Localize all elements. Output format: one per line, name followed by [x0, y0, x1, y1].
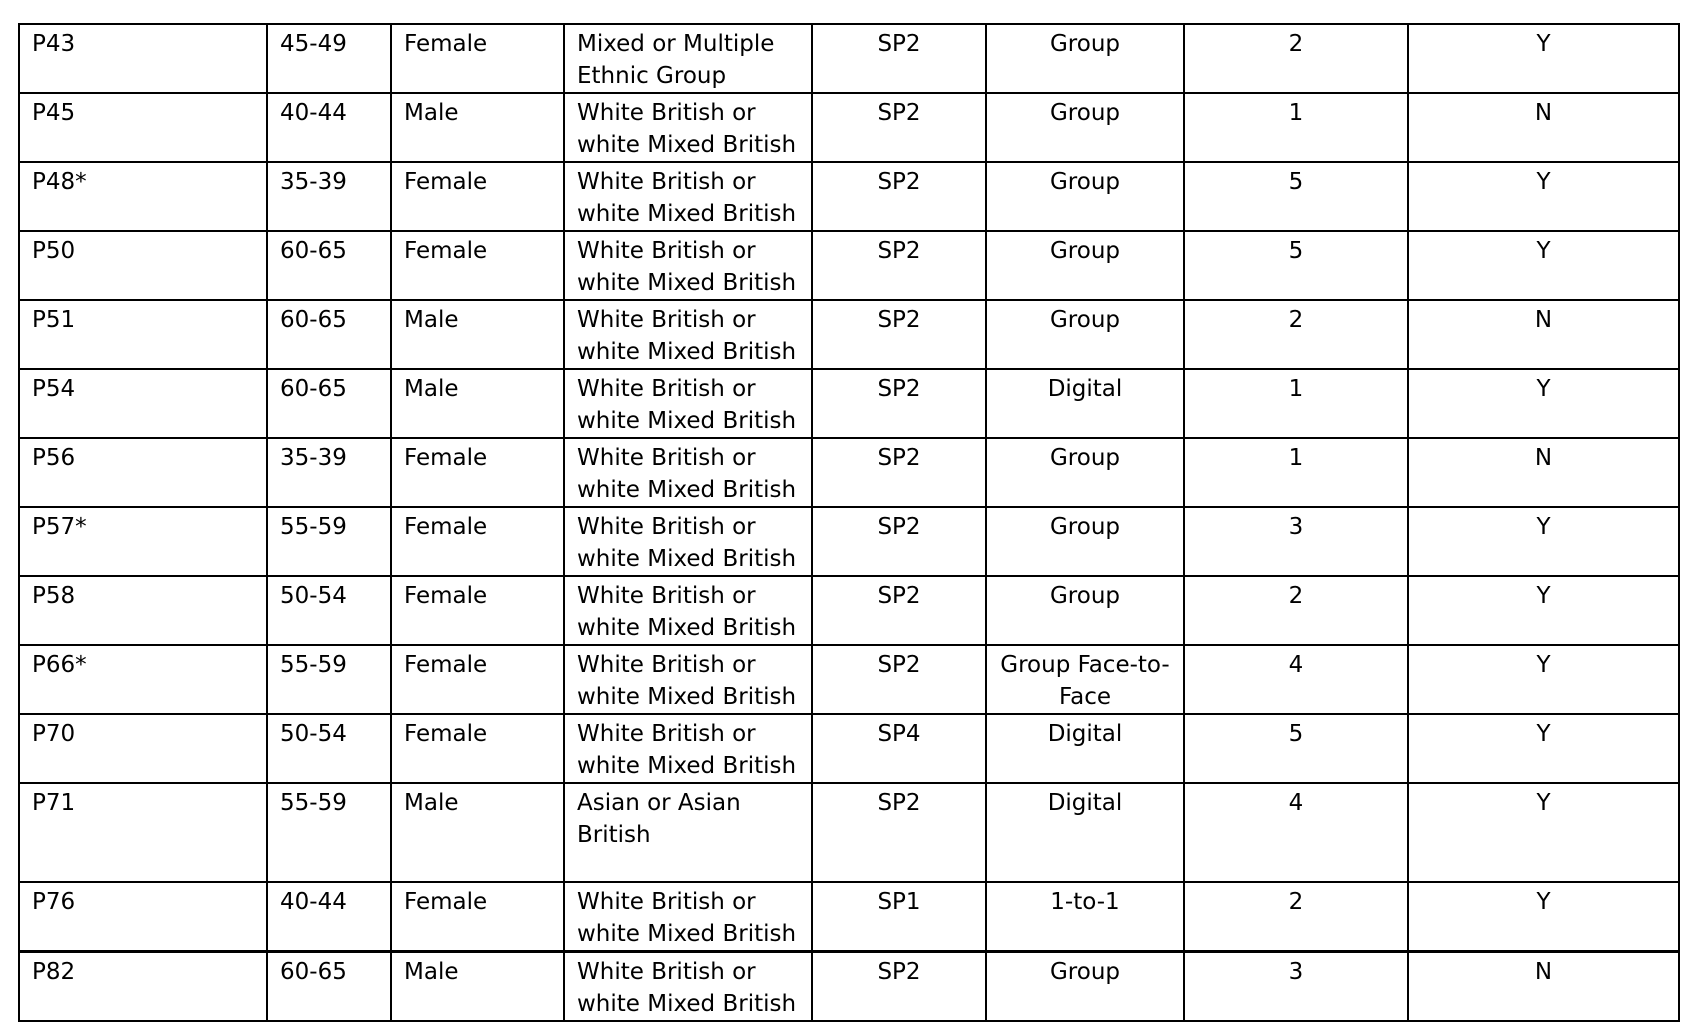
participant-id: P51 — [19, 300, 267, 369]
table-row — [19, 162, 1679, 231]
participant-id: P48* — [19, 162, 267, 231]
yes-no-value: Y — [1408, 162, 1679, 231]
gender: Female — [391, 576, 564, 645]
delivery-mode: Group — [986, 162, 1184, 231]
count-value: 2 — [1184, 24, 1408, 93]
yes-no-value: N — [1408, 93, 1679, 162]
delivery-mode: Group — [986, 576, 1184, 645]
table-row — [19, 24, 1679, 93]
sp-code: SP2 — [812, 438, 986, 507]
sp-code: SP2 — [812, 783, 986, 882]
participant-id: P76 — [19, 882, 267, 952]
participant-id: P70 — [19, 714, 267, 783]
gender: Male — [391, 952, 564, 1022]
participant-id: P71 — [19, 783, 267, 882]
participant-id: P50 — [19, 231, 267, 300]
ethnicity: White British or white Mixed British — [564, 714, 812, 783]
age-range: 40-44 — [267, 93, 391, 162]
sp-code: SP2 — [812, 507, 986, 576]
yes-no-value: Y — [1408, 24, 1679, 93]
gender: Male — [391, 369, 564, 438]
table-row — [19, 231, 1679, 300]
count-value: 3 — [1184, 507, 1408, 576]
gender: Female — [391, 507, 564, 576]
sp-code: SP2 — [812, 162, 986, 231]
participant-id: P57* — [19, 507, 267, 576]
age-range: 55-59 — [267, 507, 391, 576]
gender: Male — [391, 93, 564, 162]
ethnicity: White British or white Mixed British — [564, 507, 812, 576]
yes-no-value: Y — [1408, 714, 1679, 783]
ethnicity: White British or white Mixed British — [564, 93, 812, 162]
participant-id: P58 — [19, 576, 267, 645]
age-range: 50-54 — [267, 714, 391, 783]
yes-no-value: Y — [1408, 882, 1679, 952]
sp-code: SP1 — [812, 882, 986, 952]
participant-id: P54 — [19, 369, 267, 438]
count-value: 2 — [1184, 300, 1408, 369]
age-range: 60-65 — [267, 952, 391, 1022]
age-range: 50-54 — [267, 576, 391, 645]
count-value: 4 — [1184, 783, 1408, 882]
ethnicity: White British or white Mixed British — [564, 231, 812, 300]
sp-code: SP4 — [812, 714, 986, 783]
delivery-mode: Digital — [986, 783, 1184, 882]
yes-no-value: Y — [1408, 783, 1679, 882]
participant-id: P45 — [19, 93, 267, 162]
gender: Female — [391, 882, 564, 952]
count-value: 5 — [1184, 162, 1408, 231]
count-value: 1 — [1184, 438, 1408, 507]
sp-code: SP2 — [812, 576, 986, 645]
ethnicity: White British or white Mixed British — [564, 952, 812, 1022]
gender: Female — [391, 231, 564, 300]
delivery-mode: Group — [986, 93, 1184, 162]
ethnicity: Mixed or Multiple Ethnic Group — [564, 24, 812, 93]
table-row — [19, 952, 1679, 1022]
delivery-mode: Group — [986, 507, 1184, 576]
yes-no-value: Y — [1408, 369, 1679, 438]
ethnicity: White British or white Mixed British — [564, 576, 812, 645]
table-row — [19, 645, 1679, 714]
age-range: 35-39 — [267, 438, 391, 507]
count-value: 5 — [1184, 231, 1408, 300]
sp-code: SP2 — [812, 369, 986, 438]
delivery-mode: Group — [986, 231, 1184, 300]
delivery-mode: Group — [986, 952, 1184, 1022]
sp-code: SP2 — [812, 93, 986, 162]
table-row — [19, 576, 1679, 645]
sp-code: SP2 — [812, 300, 986, 369]
age-range: 55-59 — [267, 783, 391, 882]
ethnicity: Asian or Asian British — [564, 783, 812, 882]
delivery-mode: Group — [986, 24, 1184, 93]
delivery-mode: 1-to-1 — [986, 882, 1184, 952]
gender: Female — [391, 24, 564, 93]
ethnicity: White British or white Mixed British — [564, 645, 812, 714]
ethnicity: White British or white Mixed British — [564, 882, 812, 952]
gender: Male — [391, 783, 564, 882]
count-value: 5 — [1184, 714, 1408, 783]
ethnicity: White British or white Mixed British — [564, 438, 812, 507]
table-row — [19, 882, 1679, 952]
count-value: 2 — [1184, 882, 1408, 952]
count-value: 4 — [1184, 645, 1408, 714]
age-range: 55-59 — [267, 645, 391, 714]
sp-code: SP2 — [812, 24, 986, 93]
count-value: 3 — [1184, 952, 1408, 1022]
table-row — [19, 300, 1679, 369]
table-row — [19, 438, 1679, 507]
yes-no-value: Y — [1408, 576, 1679, 645]
delivery-mode: Group — [986, 300, 1184, 369]
yes-no-value: Y — [1408, 645, 1679, 714]
ethnicity: White British or white Mixed British — [564, 300, 812, 369]
yes-no-value: Y — [1408, 507, 1679, 576]
table-row — [19, 369, 1679, 438]
table-row — [19, 507, 1679, 576]
gender: Female — [391, 645, 564, 714]
age-range: 40-44 — [267, 882, 391, 952]
count-value: 1 — [1184, 369, 1408, 438]
sp-code: SP2 — [812, 952, 986, 1022]
age-range: 35-39 — [267, 162, 391, 231]
sp-code: SP2 — [812, 645, 986, 714]
ethnicity: White British or white Mixed British — [564, 369, 812, 438]
gender: Male — [391, 300, 564, 369]
yes-no-value: N — [1408, 300, 1679, 369]
age-range: 60-65 — [267, 369, 391, 438]
age-range: 60-65 — [267, 300, 391, 369]
participants-table — [18, 23, 1680, 1022]
participant-id: P43 — [19, 24, 267, 93]
gender: Female — [391, 438, 564, 507]
gender: Female — [391, 714, 564, 783]
count-value: 2 — [1184, 576, 1408, 645]
delivery-mode: Group — [986, 438, 1184, 507]
participant-id: P56 — [19, 438, 267, 507]
participant-id: P82 — [19, 952, 267, 1022]
count-value: 1 — [1184, 93, 1408, 162]
gender: Female — [391, 162, 564, 231]
table-row — [19, 93, 1679, 162]
age-range: 45-49 — [267, 24, 391, 93]
yes-no-value: Y — [1408, 231, 1679, 300]
delivery-mode: Digital — [986, 714, 1184, 783]
delivery-mode: Digital — [986, 369, 1184, 438]
table-row — [19, 783, 1679, 882]
delivery-mode: Group Face-to-Face — [986, 645, 1184, 714]
yes-no-value: N — [1408, 952, 1679, 1022]
sp-code: SP2 — [812, 231, 986, 300]
table-row — [19, 714, 1679, 783]
age-range: 60-65 — [267, 231, 391, 300]
participant-id: P66* — [19, 645, 267, 714]
ethnicity: White British or white Mixed British — [564, 162, 812, 231]
yes-no-value: N — [1408, 438, 1679, 507]
